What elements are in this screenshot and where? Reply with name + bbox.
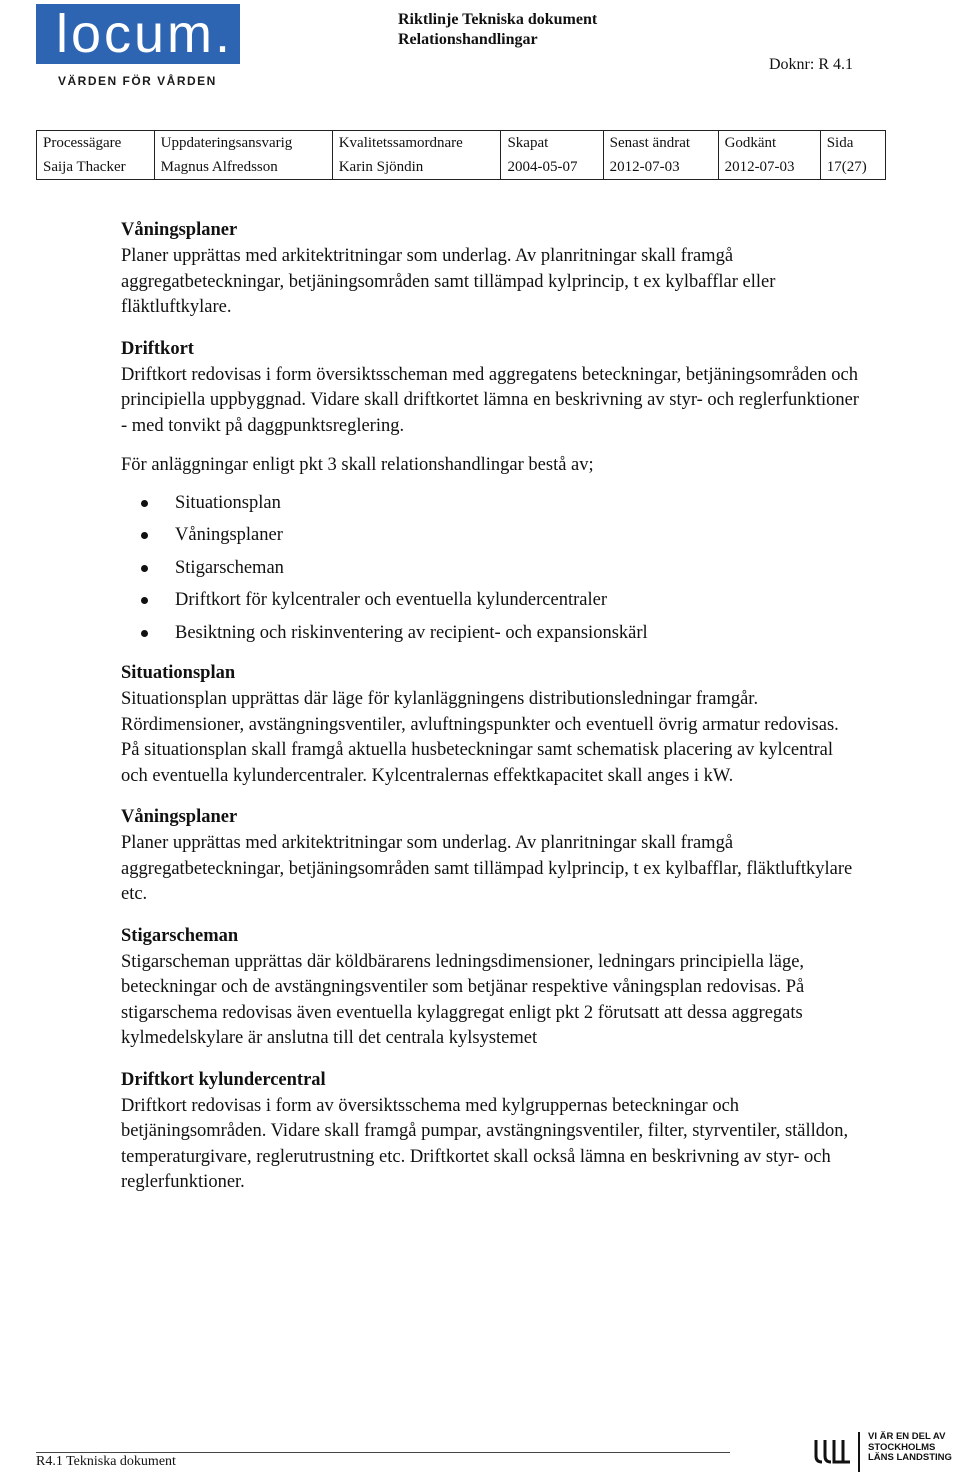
meta-value: 2012-07-03 bbox=[603, 155, 718, 180]
section-heading-driftkort-kylundercentral: Driftkort kylundercentral bbox=[121, 1069, 326, 1090]
section-text-vaningsplaner: Planer upprättas med arkitektritningar som underlag. Av planritningar skall framgå aggregatbeteckningar, betjäningsområden samt tillämpad kylprincip, t ex kylbafflar eller fläktluftkylare. bbox=[121, 246, 776, 317]
metadata-table bbox=[36, 130, 886, 180]
section-heading-vaningsplaner-2: Våningsplaner bbox=[121, 807, 238, 827]
meta-label: Sida bbox=[820, 131, 885, 156]
meta-value: 2012-07-03 bbox=[718, 155, 820, 180]
bullet-icon bbox=[141, 532, 148, 539]
list-item: Situationsplan bbox=[121, 487, 861, 520]
bullet-icon bbox=[141, 597, 148, 604]
logo-tagline: VÄRDEN FÖR VÅRDEN bbox=[58, 74, 217, 88]
footer-text: R4.1 Tekniska dokument bbox=[36, 1454, 176, 1469]
list-item: Våningsplaner bbox=[121, 519, 861, 552]
meta-label: Uppdateringsansvarig bbox=[154, 131, 332, 156]
meta-value: Magnus Alfredsson bbox=[154, 155, 332, 180]
section-heading-driftkort: Driftkort bbox=[121, 338, 194, 359]
section-text-situationsplan: Situationsplan upprättas där läge för kylanläggningens distributionsledningar framgår. Rördimensioner, avstängningsventiler, avluftningspunkter och eventuell övrig armatur redovisas. På situationsplan skall framgå aktuella husbeteckningar samt schematisk placering av kylcentral och eventuella kylundercentraler. Kylcentralernas effektkapacitet skall anges i kW. bbox=[121, 689, 839, 786]
bullet-icon bbox=[141, 500, 148, 507]
sll-divider bbox=[858, 1432, 860, 1472]
title-line-1: Riktlinje Tekniska dokument bbox=[398, 11, 598, 28]
meta-value: Saija Thacker bbox=[37, 155, 155, 180]
section-heading-situationsplan: Situationsplan bbox=[121, 663, 236, 683]
section-heading-stigarscheman: Stigarscheman bbox=[121, 925, 239, 946]
sll-logo-icon bbox=[812, 1438, 852, 1464]
meta-value: Karin Sjöndin bbox=[332, 155, 501, 180]
footer-divider bbox=[36, 1452, 730, 1453]
meta-value: 2004-05-07 bbox=[501, 155, 603, 180]
sll-logo-text: VI ÄR EN DEL AV STOCKHOLMS LÄNS LANDSTING bbox=[868, 1431, 952, 1463]
list-item: Besiktning och riskinventering av recipient- och expansionskärl bbox=[121, 617, 861, 650]
meta-label: Senast ändrat bbox=[603, 131, 718, 156]
meta-value: 17(27) bbox=[820, 155, 885, 180]
section-text-vaningsplaner-2: Planer upprättas med arkitektritningar som underlag. Av planritningar skall framgå aggregatbeteckningar, betjäningsområden samt tillämpad kylprincip, t ex kylbafflar, fläktluftkylare etc. bbox=[121, 833, 853, 904]
bullet-icon bbox=[141, 630, 148, 637]
section-text-driftkort: Driftkort redovisas i form översiktsscheman med aggregatens beteckningar, betjäningsområden och principiella uppbyggnad. Vidare skall driftkortet lämna en beskrivning av styr- och reglerfunktioner - med tonvikt på daggpunktsreglering. bbox=[121, 364, 859, 436]
locum-logo bbox=[36, 4, 240, 64]
title-line-2: Relationshandlingar bbox=[398, 31, 538, 48]
document-body bbox=[121, 216, 861, 1196]
meta-label: Godkänt bbox=[718, 131, 820, 156]
section-heading-vaningsplaner: Våningsplaner bbox=[121, 220, 238, 240]
meta-label: Skapat bbox=[501, 131, 603, 156]
list-intro: För anläggningar enligt pkt 3 skall relationshandlingar bestå av; bbox=[121, 455, 594, 475]
section-text-stigarscheman: Stigarscheman upprättas där köldbärarens ledningsdimensioner, ledningars principiella läge, beteckningar och de avstängningsventiler som betjänar respektive våningsplan redovisas. På stigarschema redovisas även eventuella kylaggregat enligt pkt 2 förutsatt att dessa aggregats kylmedelskylare är anslutna till det centrala kylsystemet bbox=[121, 951, 805, 1048]
list-item: Driftkort för kylcentraler och eventuella kylundercentraler bbox=[121, 584, 861, 617]
bullet-icon bbox=[141, 565, 148, 572]
list-item: Stigarscheman bbox=[121, 552, 861, 585]
metadata-values-row bbox=[37, 155, 886, 180]
document-title bbox=[398, 10, 597, 50]
meta-label: Processägare bbox=[37, 131, 155, 156]
logo-wordmark: locum. bbox=[56, 4, 234, 64]
meta-label: Kvalitetssamordnare bbox=[332, 131, 501, 156]
metadata-labels-row bbox=[37, 131, 886, 156]
deliverables-list bbox=[121, 487, 861, 650]
document-number: Doknr: R 4.1 bbox=[769, 56, 853, 73]
section-text-driftkort-kylundercentral: Driftkort redovisas i form av översiktsschema med kylgruppernas beteckningar och betjäningsområden. Vidare skall framgå pumpar, avstängningsventiler, filter, styrventiler, ställdon, temperaturgivare, reglerutrustning etc. Driftkortet skall också lämna en beskrivning av styr- och reglerfunktioner. bbox=[121, 1095, 849, 1192]
